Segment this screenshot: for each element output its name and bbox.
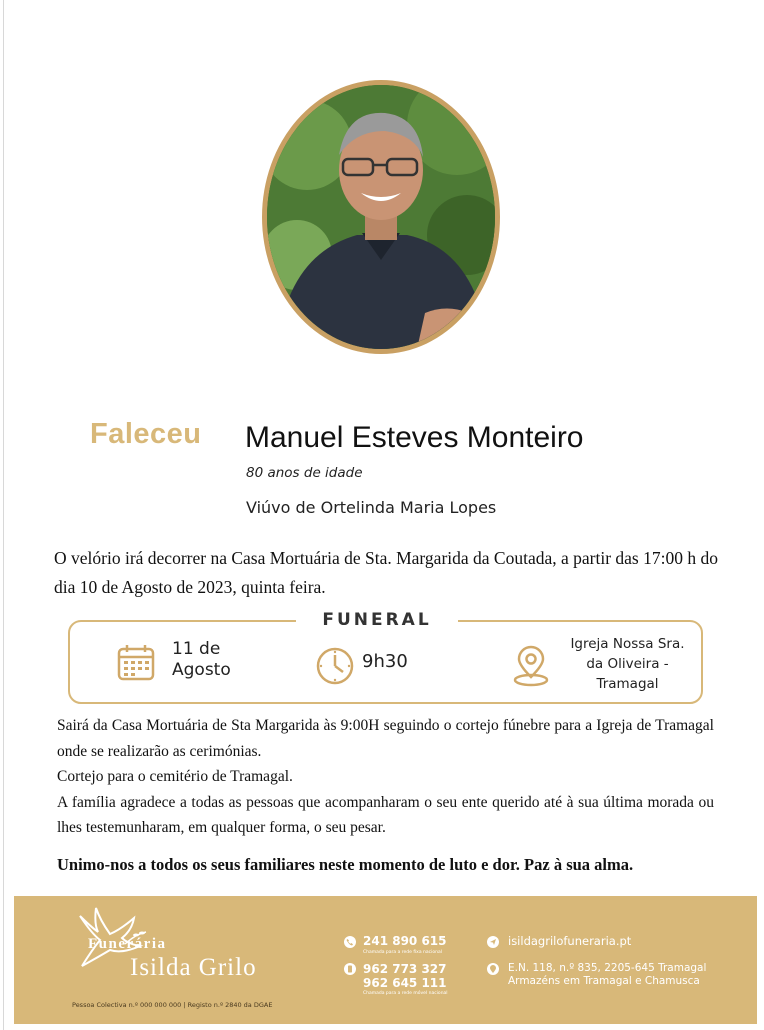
deceased-age: 80 anos de idade: [246, 465, 363, 481]
phone-landline[interactable]: 241 890 615: [363, 934, 447, 948]
details-procession: Sairá da Casa Mortuária de Sta Margarida às 9:00H seguindo o cortejo fúnebre para a Igreja de Tramagal onde se realizarão as cerimónias.: [57, 717, 714, 760]
mobile-note: Chamada para a rede móvel nacional: [363, 991, 448, 996]
address: [508, 962, 706, 988]
clock-icon: [315, 646, 355, 686]
deceased-name: Manuel Esteves Monteiro: [245, 421, 584, 454]
closing-message: Unimo-nos a todos os seus familiares neste momento de luto e dor. Paz à sua alma.: [57, 855, 634, 874]
deceased-relation: Viúvo de Ortelinda Maria Lopes: [246, 498, 497, 517]
details-thanks: A família agradece a todas as pessoas que acompanharam o seu ente querido até à sua última morada ou lhes testemunharam, em qualquer forma, o seu pesar.: [57, 793, 714, 836]
details-cemetery: Cortejo para o cemitério de Tramagal.: [57, 768, 293, 785]
calendar-icon: [116, 643, 156, 683]
location-icon: [487, 963, 499, 975]
send-icon: [487, 936, 499, 948]
address-line-1: E.N. 118, n.º 835, 2205-645 Tramagal: [508, 962, 707, 974]
funeral-home-footer: [14, 896, 757, 1024]
website-link[interactable]: isildagrilofuneraria.pt: [508, 934, 632, 948]
funeral-title: FUNERAL: [296, 608, 458, 632]
address-line-2: Armazéns em Tramagal e Chamusca: [508, 975, 700, 987]
funeral-place-line1: Igreja Nossa Sra.: [570, 636, 685, 652]
funeral-date-month: Agosto: [172, 660, 231, 680]
phone-mobile-1[interactable]: 962 773 327: [363, 962, 447, 976]
portrait-image: [267, 85, 495, 349]
portrait-photo: [262, 80, 500, 354]
location-pin-icon: [512, 645, 550, 687]
landline-note: Chamada para a rede fixa nacional: [363, 950, 442, 955]
funeral-place-line3: Tramagal: [596, 676, 659, 692]
brand-name-top: Funerária: [88, 936, 167, 952]
brand-name-bottom: Isilda Grilo: [130, 954, 257, 981]
funeral-time: 9h30: [362, 651, 408, 672]
legal-registration: Pessoa Colectiva n.º 000 000 000 | Registo n.º 2840 da DGAE: [72, 1001, 273, 1009]
funeral-details: [57, 713, 714, 841]
funeral-place-line2: da Oliveira -: [586, 656, 669, 672]
phone-mobile-2[interactable]: 962 645 111: [363, 976, 447, 990]
phone-icon: [344, 936, 356, 948]
page-edge-line: [3, 0, 4, 1030]
funeral-place: [555, 634, 700, 694]
deceased-heading: Faleceu: [90, 418, 202, 450]
wake-paragraph: O velório irá decorrer na Casa Mortuária de Sta. Margarida da Coutada, a partir das 17:00 h do dia 10 de Agosto de 2023, quinta feira.: [54, 548, 718, 597]
funeral-date-day: 11 de: [172, 639, 221, 659]
funeral-date: [172, 639, 231, 681]
mobile-phone-icon: [344, 963, 356, 975]
